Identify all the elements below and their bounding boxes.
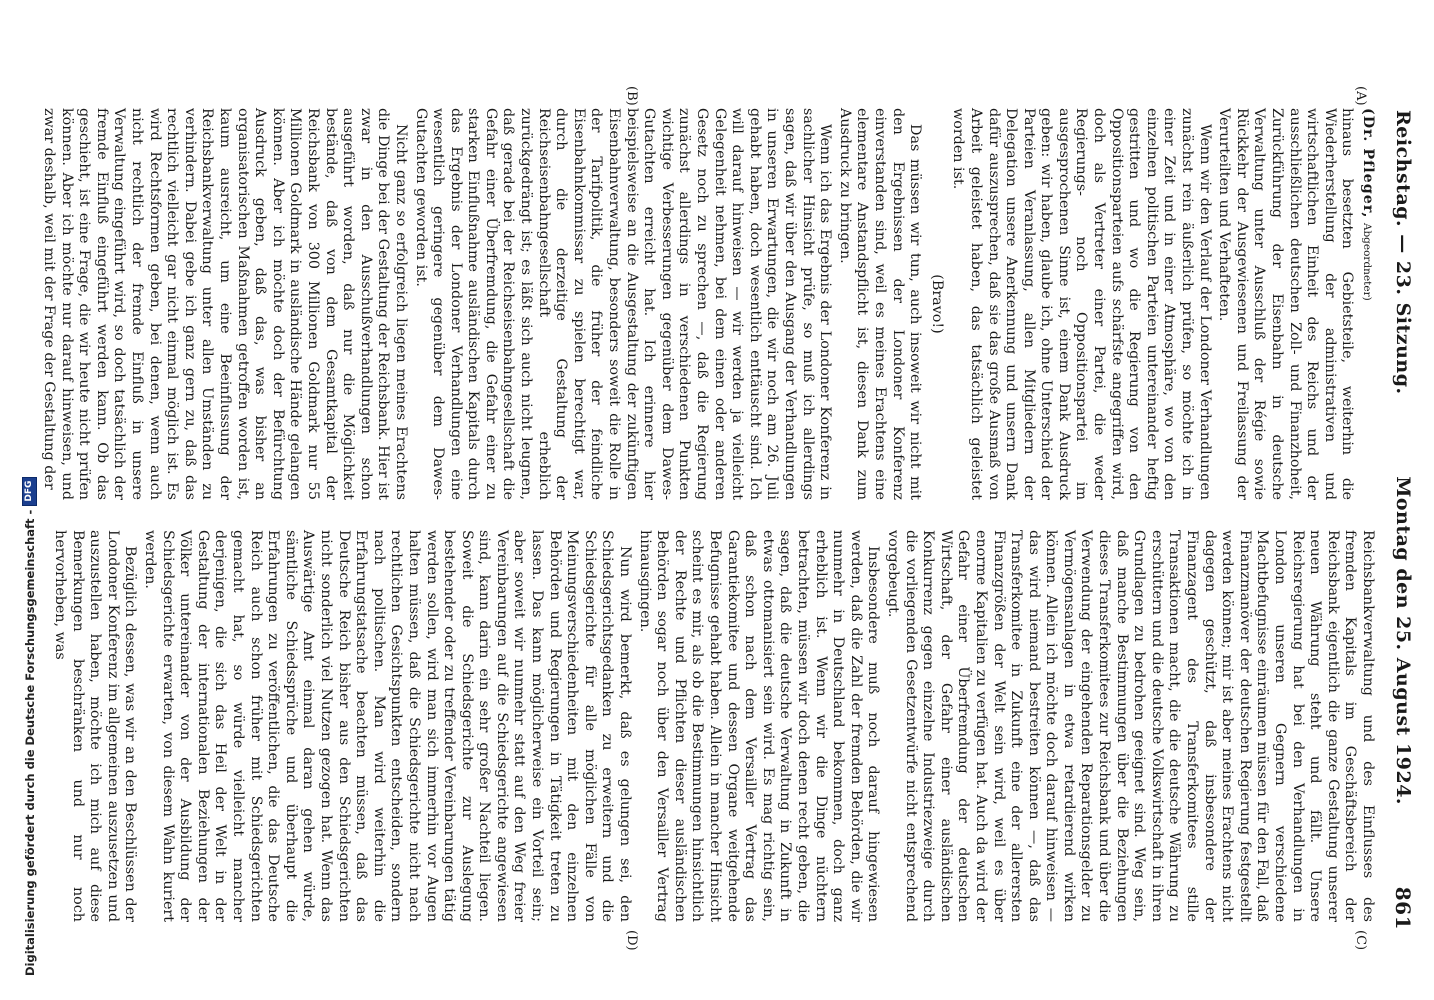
page-number: 861 [1391, 886, 1415, 930]
paragraph: Reichsbankverwaltung und des Einflusses des fremden Kapitals im Geschäftsbereich der Reichsbank eigentlich die ganze Gestaltung unserer neuen Währung steht und fällt. Unsere Reichsregierung hat bei den Verhandlungen in London unseren Gegnern verschiedene Machtbefugnisse einräumen müssen für den Fall, daß Finanzmanöver der deutschen Regierung festgestellt werden können; mir ist aber meines Erachtens nicht dagegen geschützt, daß insbesondere der Finanzagent des Transferkomitees stille Transaktionen macht, die die deutsche Währung zu erschüttern und die deutsche Volkswirtschaft in ihren Grundlagen zu bedrohen geeignet sind. Weg sein, daß manche Bestimmungen über die Beziehungen dieses Transferkomitees zur Reichsbank und über die Verwendung der eingehenden Reparationsgelder zu Vermögensanlagen in etwa retardierend wirken können. Allein ich möchte doch darauf hinweisen — das wird niemand bestreiten können —, daß das Transferkomitee in Zukunft eine der allerersten Finanzgrößen der Welt sein wird, weil es über enorme Kapitalien zu verfügen hat. Auch da wird der Gefahr einer Überfremdung der deutschen Wirtschaft, der Gefahr einer ausländischen Konkurrenz gegen einzelne Industriezweige durch die vorliegenden Gesetzentwürfe nicht entsprechend vorgebeugt. [884, 530, 1376, 922]
left-column [37, 108, 1376, 500]
paragraph: hinaus besetzten Gebietsteile, weiterhin die Wiederherstellung der administrativen und wirtschaftlichen Einheit des Reichs und der ausschließlichen deutschen Zoll- und Finanzhoheit, Zurückführung der Eisenbahn in deutsche Verwaltung unter Ausschluß der Régie sowie Rückkehr der Ausgewiesenen und Freilassung der Verurteilten und Verhafteten. [1216, 108, 1356, 500]
footer-credit-text: Digitalisierung gefördert durch die Deutsche Forschungsgemeinschaft - [22, 509, 37, 976]
header-date: Montag den 25. August 1924. [1392, 476, 1414, 806]
dfg-logo-icon: DFG [22, 477, 37, 506]
speaker-role: Abgeordneter) [1361, 222, 1373, 301]
right-column [48, 530, 1376, 922]
paragraph: Das müssen wir tun, auch insoweit wir nicht mit den Ergebnissen der Londoner Konferenz einverstanden sind, weil es meines Erachtens eine elementare Anstandspflicht ist, diesen Dank zum Ausdruck zu bringen. [836, 108, 924, 500]
paragraph: Bezüglich dessen, was wir an den Beschlüssen der Londoner Konferenz im allgemeinen auszusetzen und auszustellen haben, möchte ich mich auf diese Bemerkungen beschränken und nur noch hervorheben, was [52, 530, 139, 922]
paragraph: Wenn ich das Ergebnis der Londoner Konferenz in sachlicher Hinsicht prüfe, so muß ich allerdings sagen, daß wir über den Ausgang der Verhandlungen in unseren Erwartungen, die wir noch am 26. Juli gehabt haben, doch wesentlich enttäuscht sind. Ich will darauf hinweisen — wir werden ja vielleicht Gelegenheit nehmen, bei dem einen oder anderen Gesetz noch zu sprechen —, daß die Regierung zunächst allerdings in verschiedenen Punkten wichtige Verbesserungen gegenüber dem Dawes-Gutachten erreicht hat. Ich erinnere hier beispielsweise an die Ausgestaltung der zukünftigen Eisenbahnverwaltung, besonders soweit die Rolle in der Tarifpolitik, die früher der feindliche Eisenbahnkommissar zu spielen berechtigt war, durch die derzeitige Gestaltung der Reichseisenbahngesellschaft erheblich zurückgedrängt ist; es läßt sich auch nicht leugnen, daß gerade bei der Reichseisenbahngesellschaft die Gefahr einer Überfremdung, die Gefahr einer zu starken Einflußnahme ausländischen Kapitals durch das Ergebnis der Londoner Verhandlungen eine wesentlich geringere gegenüber dem Dawes-Gutachten geworden ist. [412, 108, 834, 500]
speaker-name: (Dr. Pfleger, [1360, 108, 1376, 219]
margin-mark-d: (D) [624, 930, 639, 951]
header-title: Reichstag. — 23. Sitzung. [1392, 110, 1414, 395]
margin-mark-a: (A) [1353, 86, 1368, 106]
footer-credit [22, 0, 37, 1000]
page-header [1386, 110, 1420, 930]
paragraph: Nicht ganz so erfolgreich liegen meines Erachtens die Dinge bei der Gestaltung der Reichsbank. Hier ist zwar in den Ausschußverhandlungen schon ausgeführt worden, daß nur die Möglichkeit bestände, daß von dem Gesamtkapital der Reichsbank von 300 Millionen Goldmark nur 55 Millionen Goldmark in ausländische Hände gelangen können. Aber ich möchte doch der Befürchtung Ausdruck geben, daß das, was bisher an organisatorischen Maßnahmen getroffen worden ist, kaum ausreicht, um eine Beeinflussung der Reichsbankverwaltung unter allen Umständen zu verhindern. Dabei gebe ich ganz gern zu, daß das rechtlich vielleicht gar nicht einmal möglich ist. Es wird Rechtsformen geben, bei denen, wenn auch nicht rechtlich der fremde Einfluß in unsere Verwaltung eingeführt wird, so doch tatsächlich der fremde Einfluß eingeführt werden kann. Ob das geschieht, ist eine Frage, die wir heute nicht prüfen können. Aber ich möchte nur darauf hinweisen, und zwar deshalb, weil mit der Frage der Gestaltung der [41, 108, 409, 500]
paragraph: Insbesondere muß noch darauf hingewiesen werden, daß die Zahl der fremden Behörden, die wir nunmehr in Deutschland bekommen, doch ganz erheblich ist. Wenn wir die Dinge nüchtern betrachten, müssen wir doch denen recht geben, die sagen, daß die deutsche Verwaltung in Zukunft in etwas ottomanisiert sein wird. Es mag richtig sein, daß schon nach dem Versailler Vertrag das Garantiekomitee und dessen Organe weitgehende Befugnisse gehabt haben. Allein in mancher Hinsicht scheint es mir, als ob die Bestimmungen hinsichtlich der Rechte und Pflichten dieser ausländischen Behörden sogar noch über den Versailler Vertrag hinausgingen. [636, 530, 882, 922]
paragraph: Nun wird bemerkt, daß es gelungen sei, den Schiedsgerichtsgedanken zu erweitern und die Schiedsgerichte für alle möglichen Fälle von Meinungsverschiedenheiten mit den einzelnen Behörden und Regierungen in Tätigkeit treten zu lassen. Das kann möglicherweise ein Vorteil sein; aber soweit wir nunmehr statt auf den Weg freier Vereinbarungen auf die Schiedsgerichte angewiesen sind, kann darin ein sehr großer Nachteil liegen. Soweit die Schiedsgerichte zur Auslegung bestehender oder zu treffender Vereinbarungen tätig werden sollen, wird man sich immerhin vor Augen halten müssen, daß die Schiedsgerichte nicht nach rechtlichen Gesichtspunkten entscheiden, sondern nach politischen. Man wird weiterhin die Erfahrungstatsache beachten müssen, daß das Deutsche Reich bisher aus den Schiedsgerichten nicht sonderlich viel Nutzen gezogen hat. Wenn das Auswärtige Amt einmal daran gehen würde, sämtliche Schiedssprüche und überhaupt die Erfahrungen zu veröffentlichen, die das Deutsche Reich auch schon früher mit Schiedsgerichten gemacht hat, so würde vielleicht mancher derjenigen, die sich das Heil der Welt in der Gestaltung der internationalen Beziehungen der Völker untereinander von der Ausbildung der Schiedsgerichte erwarten, von diesem Wahn kuriert werden. [142, 530, 634, 922]
paragraph: Wenn wir den Verlauf der Londoner Verhandlungen zunächst rein äußerlich prüfen, so möchte ich in einer Zeit und in einer Atmosphäre, wo von den einzelnen politischen Parteien untereinander heftig gestritten und wo die Regierung von den Oppositionsparteien aufs schärfste angegriffen wird, doch als Vertreter einer Partei, die weder Regierungs- noch Oppositionspartei im ausgesprochenen Sinne ist, einem Dank Ausdruck geben: wir haben, glaube ich, ohne Unterschied der Parteien Veranlassung, allen Mitgliedern der Delegation unsere Anerkennung und unsern Dank dafür auszusprechen, daß sie das große Ausmaß von Arbeit geleistet haben, das tatsächlich geleistet worden ist. [950, 108, 1213, 500]
footer-strip [0, 0, 37, 1000]
margin-mark-c: (C) [1353, 930, 1368, 951]
margin-mark-b: (B) [624, 86, 639, 106]
speaker-line [1357, 108, 1376, 500]
applause-note: (Bravo!) [928, 274, 945, 334]
